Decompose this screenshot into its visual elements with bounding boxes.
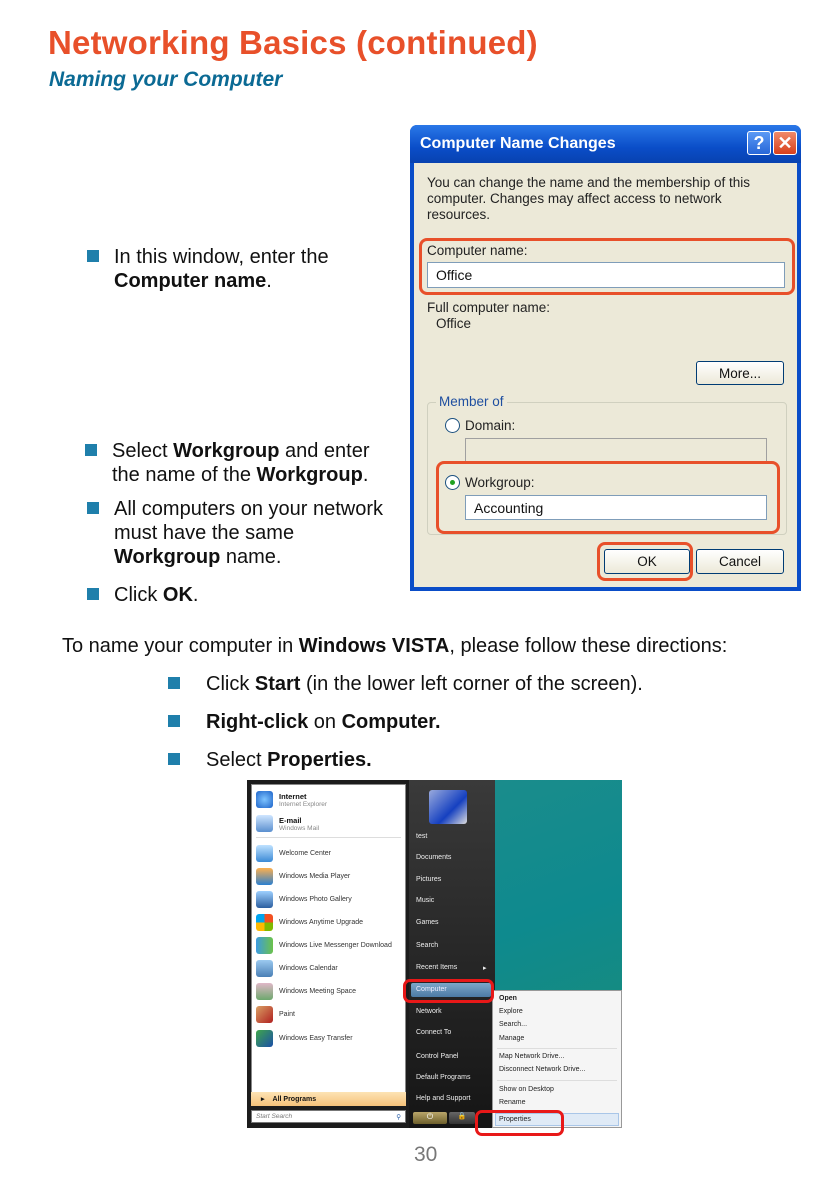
vista-step-right-click: Right-click on Computer. <box>206 710 441 734</box>
computer-context-menu <box>492 990 622 1128</box>
right-item-connect-to[interactable]: Connect To <box>416 1029 452 1036</box>
context-item-search[interactable]: Search... <box>499 1021 528 1028</box>
start-menu-programs-pane <box>251 784 406 1095</box>
dialog-titlebar <box>410 125 801 163</box>
start-search-input[interactable]: Start Search ⚲ <box>251 1110 406 1123</box>
program-item[interactable]: Welcome Center <box>256 845 331 862</box>
divider <box>256 837 401 838</box>
right-item-pictures[interactable]: Pictures <box>416 876 442 883</box>
dialog-title: Computer Name Changes <box>420 135 616 152</box>
welcome-center-icon <box>256 845 273 862</box>
close-button[interactable]: ✕ <box>773 131 797 155</box>
paint-icon <box>256 1006 273 1023</box>
bullet-square-icon <box>85 444 97 456</box>
ok-button[interactable]: OK <box>604 549 690 574</box>
bullet-square-icon <box>168 753 180 765</box>
computer-icon <box>429 790 467 824</box>
lock-button[interactable]: 🔒 <box>449 1112 475 1124</box>
arrow-right-icon: ▸ <box>261 1096 265 1103</box>
pinned-internet[interactable]: Internet Internet Explorer <box>256 791 327 808</box>
computer-name-input[interactable]: Office <box>427 262 785 288</box>
power-button[interactable]: ⏻ <box>413 1112 447 1124</box>
instruction-same-workgroup: All computers on your network must have the same Workgroup name. <box>114 497 404 569</box>
media-player-icon <box>256 868 273 885</box>
bullet-square-icon <box>168 715 180 727</box>
context-item-rename[interactable]: Rename <box>499 1099 526 1106</box>
context-item-map-network-drive[interactable]: Map Network Drive... <box>499 1053 565 1060</box>
meeting-space-icon <box>256 983 273 1000</box>
computer-highlight <box>403 979 494 1003</box>
vista-step-start: Click Start (in the lower left corner of the screen). <box>206 672 643 696</box>
full-computer-name-value: Office <box>436 316 472 331</box>
help-button[interactable]: ? <box>747 131 771 155</box>
context-item-properties[interactable]: Properties <box>499 1116 531 1123</box>
context-item-explore[interactable]: Explore <box>499 1008 523 1015</box>
domain-radio[interactable] <box>445 418 460 433</box>
domain-label: Domain: <box>465 418 516 433</box>
vista-start-menu-screenshot <box>247 780 622 1128</box>
divider <box>497 1048 617 1049</box>
right-item-test[interactable]: test <box>416 833 428 840</box>
cancel-button[interactable]: Cancel <box>696 549 784 574</box>
instruction-workgroup: Select Workgroup and enter the name of the Workgroup. <box>112 439 402 487</box>
pinned-email[interactable]: E-mail Windows Mail <box>256 815 319 832</box>
domain-input[interactable] <box>465 438 767 463</box>
program-item[interactable]: Windows Media Player <box>256 868 350 885</box>
page-number: 30 <box>414 1143 438 1166</box>
workgroup-highlight <box>436 461 780 534</box>
calendar-icon <box>256 960 273 977</box>
properties-highlight <box>475 1110 564 1136</box>
more-button[interactable]: More... <box>696 361 784 385</box>
arrow-right-icon: ▸ <box>483 965 487 972</box>
windows-mail-icon <box>256 815 273 832</box>
bullet-square-icon <box>87 588 99 600</box>
program-item[interactable]: Windows Photo Gallery <box>256 891 352 908</box>
right-item-documents[interactable]: Documents <box>416 854 452 861</box>
computer-name-changes-dialog <box>410 125 801 591</box>
dialog-description: You can change the name and the membership of this computer. Changes may affect access to network resources. <box>427 175 750 222</box>
program-item[interactable]: Windows Meeting Space <box>256 983 356 1000</box>
computer-name-highlight <box>419 238 795 295</box>
ok-highlight <box>597 542 693 581</box>
right-item-recent-items[interactable]: Recent Items <box>416 964 458 971</box>
right-item-computer[interactable]: Computer <box>416 986 447 993</box>
dialog-body <box>414 163 797 587</box>
page-title: Networking Basics (continued) <box>48 24 538 61</box>
internet-explorer-icon <box>256 791 273 808</box>
context-item-disconnect-network-drive[interactable]: Disconnect Network Drive... <box>499 1066 586 1073</box>
workgroup-label: Workgroup: <box>465 475 535 490</box>
all-programs-button[interactable]: ▸ All Programs <box>251 1092 406 1106</box>
photo-gallery-icon <box>256 891 273 908</box>
program-item[interactable]: Paint <box>256 1006 295 1023</box>
context-item-show-on-desktop[interactable]: Show on Desktop <box>499 1086 554 1093</box>
program-item[interactable]: Windows Calendar <box>256 960 338 977</box>
workgroup-input[interactable]: Accounting <box>465 495 767 520</box>
instruction-computer-name: In this window, enter the Computer name. <box>114 245 374 293</box>
program-item[interactable]: Windows Anytime Upgrade <box>256 914 363 931</box>
start-menu-right-pane <box>409 780 495 1128</box>
context-item-open[interactable]: Open <box>499 995 517 1002</box>
bullet-square-icon <box>87 250 99 262</box>
right-item-music[interactable]: Music <box>416 897 435 904</box>
right-item-default-programs[interactable]: Default Programs <box>416 1074 471 1081</box>
windows-flag-icon <box>256 914 273 931</box>
bullet-square-icon <box>87 502 99 514</box>
right-item-network[interactable]: Network <box>416 1008 442 1015</box>
messenger-icon <box>256 937 273 954</box>
computer-name-label: Computer name: <box>427 243 528 258</box>
divider <box>497 1080 617 1081</box>
right-item-help-and-support[interactable]: Help and Support <box>416 1095 471 1102</box>
member-of-label: Member of <box>436 394 507 409</box>
easy-transfer-icon <box>256 1030 273 1047</box>
right-item-control-panel[interactable]: Control Panel <box>416 1053 459 1060</box>
search-icon: ⚲ <box>396 1113 401 1121</box>
right-item-search[interactable]: Search <box>416 942 439 949</box>
section-subtitle: Naming your Computer <box>49 68 283 91</box>
program-item[interactable]: Windows Easy Transfer <box>256 1030 353 1047</box>
instruction-click-ok: Click OK. <box>114 583 198 607</box>
right-item-games[interactable]: Games <box>416 919 439 926</box>
bullet-square-icon <box>168 677 180 689</box>
vista-intro: To name your computer in Windows VISTA, please follow these directions: <box>62 635 728 657</box>
context-item-manage[interactable]: Manage <box>499 1035 525 1042</box>
vista-step-properties: Select Properties. <box>206 748 372 772</box>
program-item[interactable]: Windows Live Messenger Download <box>256 937 392 954</box>
full-computer-name-label: Full computer name: <box>427 300 551 315</box>
